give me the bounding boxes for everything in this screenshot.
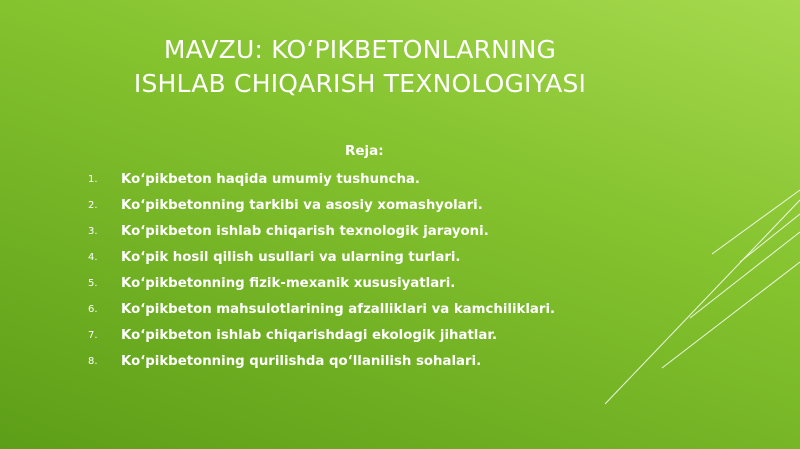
- plan-item-number: 5.: [88, 277, 98, 289]
- plan-item: [88, 348, 555, 374]
- deco-line-1: [712, 190, 800, 254]
- plan-item-text: Ko‘pikbetonning qurilishda qo‘llanilish sohalari.: [121, 353, 482, 369]
- plan-item: [88, 322, 555, 348]
- plan-item: [88, 192, 555, 218]
- plan-item: [88, 296, 555, 322]
- plan-item-number: 7.: [88, 329, 98, 341]
- plan-item-text: Ko‘pikbeton ishlab chiqarish texnologik jarayoni.: [121, 223, 489, 239]
- plan-item-number: 1.: [88, 173, 98, 185]
- plan-item-number: 3.: [88, 225, 98, 237]
- deco-line-2: [740, 214, 800, 262]
- plan-item-text: Ko‘pikbetonning tarkibi va asosiy xomashyolari.: [121, 197, 483, 213]
- plan-item-text: Ko‘pikbeton ishlab chiqarishdagi ekologik jihatlar.: [121, 327, 498, 343]
- plan-list: [88, 166, 555, 374]
- plan-item-text: Ko‘pikbeton haqida umumiy tushuncha.: [121, 171, 420, 187]
- plan-item-text: Ko‘pikbeton mahsulotlarining afzalliklari va kamchiliklari.: [121, 301, 556, 317]
- slide-title: [60, 33, 660, 101]
- plan-item: [88, 218, 555, 244]
- plan-item-number: 6.: [88, 303, 98, 315]
- plan-heading: Reja:: [345, 143, 384, 159]
- plan-item: [88, 244, 555, 270]
- slide-title-line-2: ISHLAB CHIQARISH TEXNOLOGIYASI: [133, 69, 587, 98]
- plan-item-number: 4.: [88, 251, 98, 263]
- plan-item-number: 2.: [88, 199, 98, 211]
- deco-line-4: [605, 200, 800, 404]
- plan-item-text: Ko‘pik hosil qilish usullari va ularning turlari.: [121, 249, 461, 265]
- plan-item: [88, 166, 555, 192]
- slide-title-line-1: MAVZU: KO‘PIKBETONLARNING: [163, 35, 557, 64]
- deco-line-5: [662, 262, 800, 368]
- plan-item-text: Ko‘pikbetonning fizik-mexanik xususiyatlari.: [121, 275, 456, 291]
- plan-item: [88, 270, 555, 296]
- plan-item-number: 8.: [88, 355, 98, 367]
